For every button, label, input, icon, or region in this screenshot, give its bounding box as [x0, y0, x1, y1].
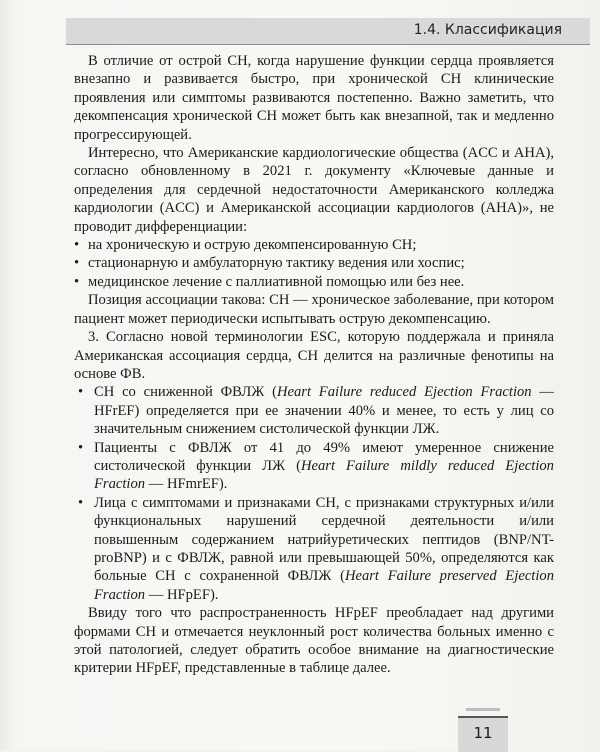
- list-item-italic: Heart Failure mildly reduced Ejection Fraction: [94, 457, 554, 493]
- page-number: 11: [473, 724, 493, 742]
- running-header: [66, 18, 590, 45]
- paragraph: В отличие от острой СН, когда нарушение функции сердца проявляется внезапно и развивается быстро, при хронической СН клинические проявления или симптомы развиваются постепенно. Важно заметить, что декомпенсация хронической СН может быть как внезапной, так и медленно прогрессирующей.: [74, 53, 554, 143]
- paragraph: 3. Согласно новой терминологии ESC, которую поддержала и приняла Американская ассоциация сердца, СН делится на различные фенотипы на основе ФВ.: [74, 329, 554, 382]
- list-item-text: — HFpEF).: [145, 586, 219, 603]
- body-text: [74, 52, 554, 678]
- list-item: [74, 383, 554, 438]
- paragraph: Интересно, что Американские кардиологические общества (ACC и AHA), согласно обновленному в 2021 г. документу «Ключевые данные и определения для сердечной недостаточности Американского колледжа кардиологии (ACC) и Американской ассоциации кардиологов (AHA)», не проводит дифференциации:: [74, 145, 554, 235]
- list-item-text: СН со сниженной ФВЛЖ (: [94, 384, 277, 401]
- footer-divider: [466, 708, 500, 711]
- list-item-text: Пациенты с ФВЛЖ от 41 до 49% имеют умеренное снижение систолической функции ЛЖ (: [94, 439, 554, 474]
- list-item: • медицинское лечение с паллиативной помощью или без нее.: [74, 273, 554, 291]
- list-item-text: Лица с симптомами и признаками СН, с признаками структурных и/или функциональных нарушений сердечной деятельности и/или повышенным содержанием натрийуретических пептидов (BNP/NT-proBNP) и с ФВЛЖ, равной или превышающей 50%, определяются как больные СН с сохраненной ФВЛЖ (: [94, 494, 554, 585]
- paragraph: Позиция ассоциации такова: СН — хроническое заболевание, при котором пациент может периодически испытывать острую декомпенсацию.: [74, 292, 554, 327]
- list-item-text: — HFmrEF).: [145, 476, 228, 493]
- page-number-box: [458, 716, 508, 752]
- list-item-italic: Heart Failure preserved Ejection Fraction: [94, 568, 554, 603]
- section-title: 1.4. Классификация: [413, 22, 562, 38]
- list-item: [74, 494, 554, 604]
- list-item: • на хроническую и острую декомпенсированную СН;: [74, 236, 554, 254]
- list-item: • стационарную и амбулаторную тактику ведения или хоспис;: [74, 254, 554, 272]
- list-item-text: — HFrEF) определяется при ее значении 40% и менее, то есть у лиц со значительным снижением систолической функции ЛЖ.: [94, 384, 554, 438]
- list-item: [74, 439, 554, 494]
- list-item-italic: Heart Failure reduced Ejection Fraction: [276, 384, 532, 401]
- paragraph: Ввиду того что распространенность HFpEF преобладает над другими формами СН и отмечается неуклонный рост количества больных именно с этой патологией, следует обратить особое внимание на диагностические критерии HFpEF, представленные в таблице далее.: [74, 605, 554, 677]
